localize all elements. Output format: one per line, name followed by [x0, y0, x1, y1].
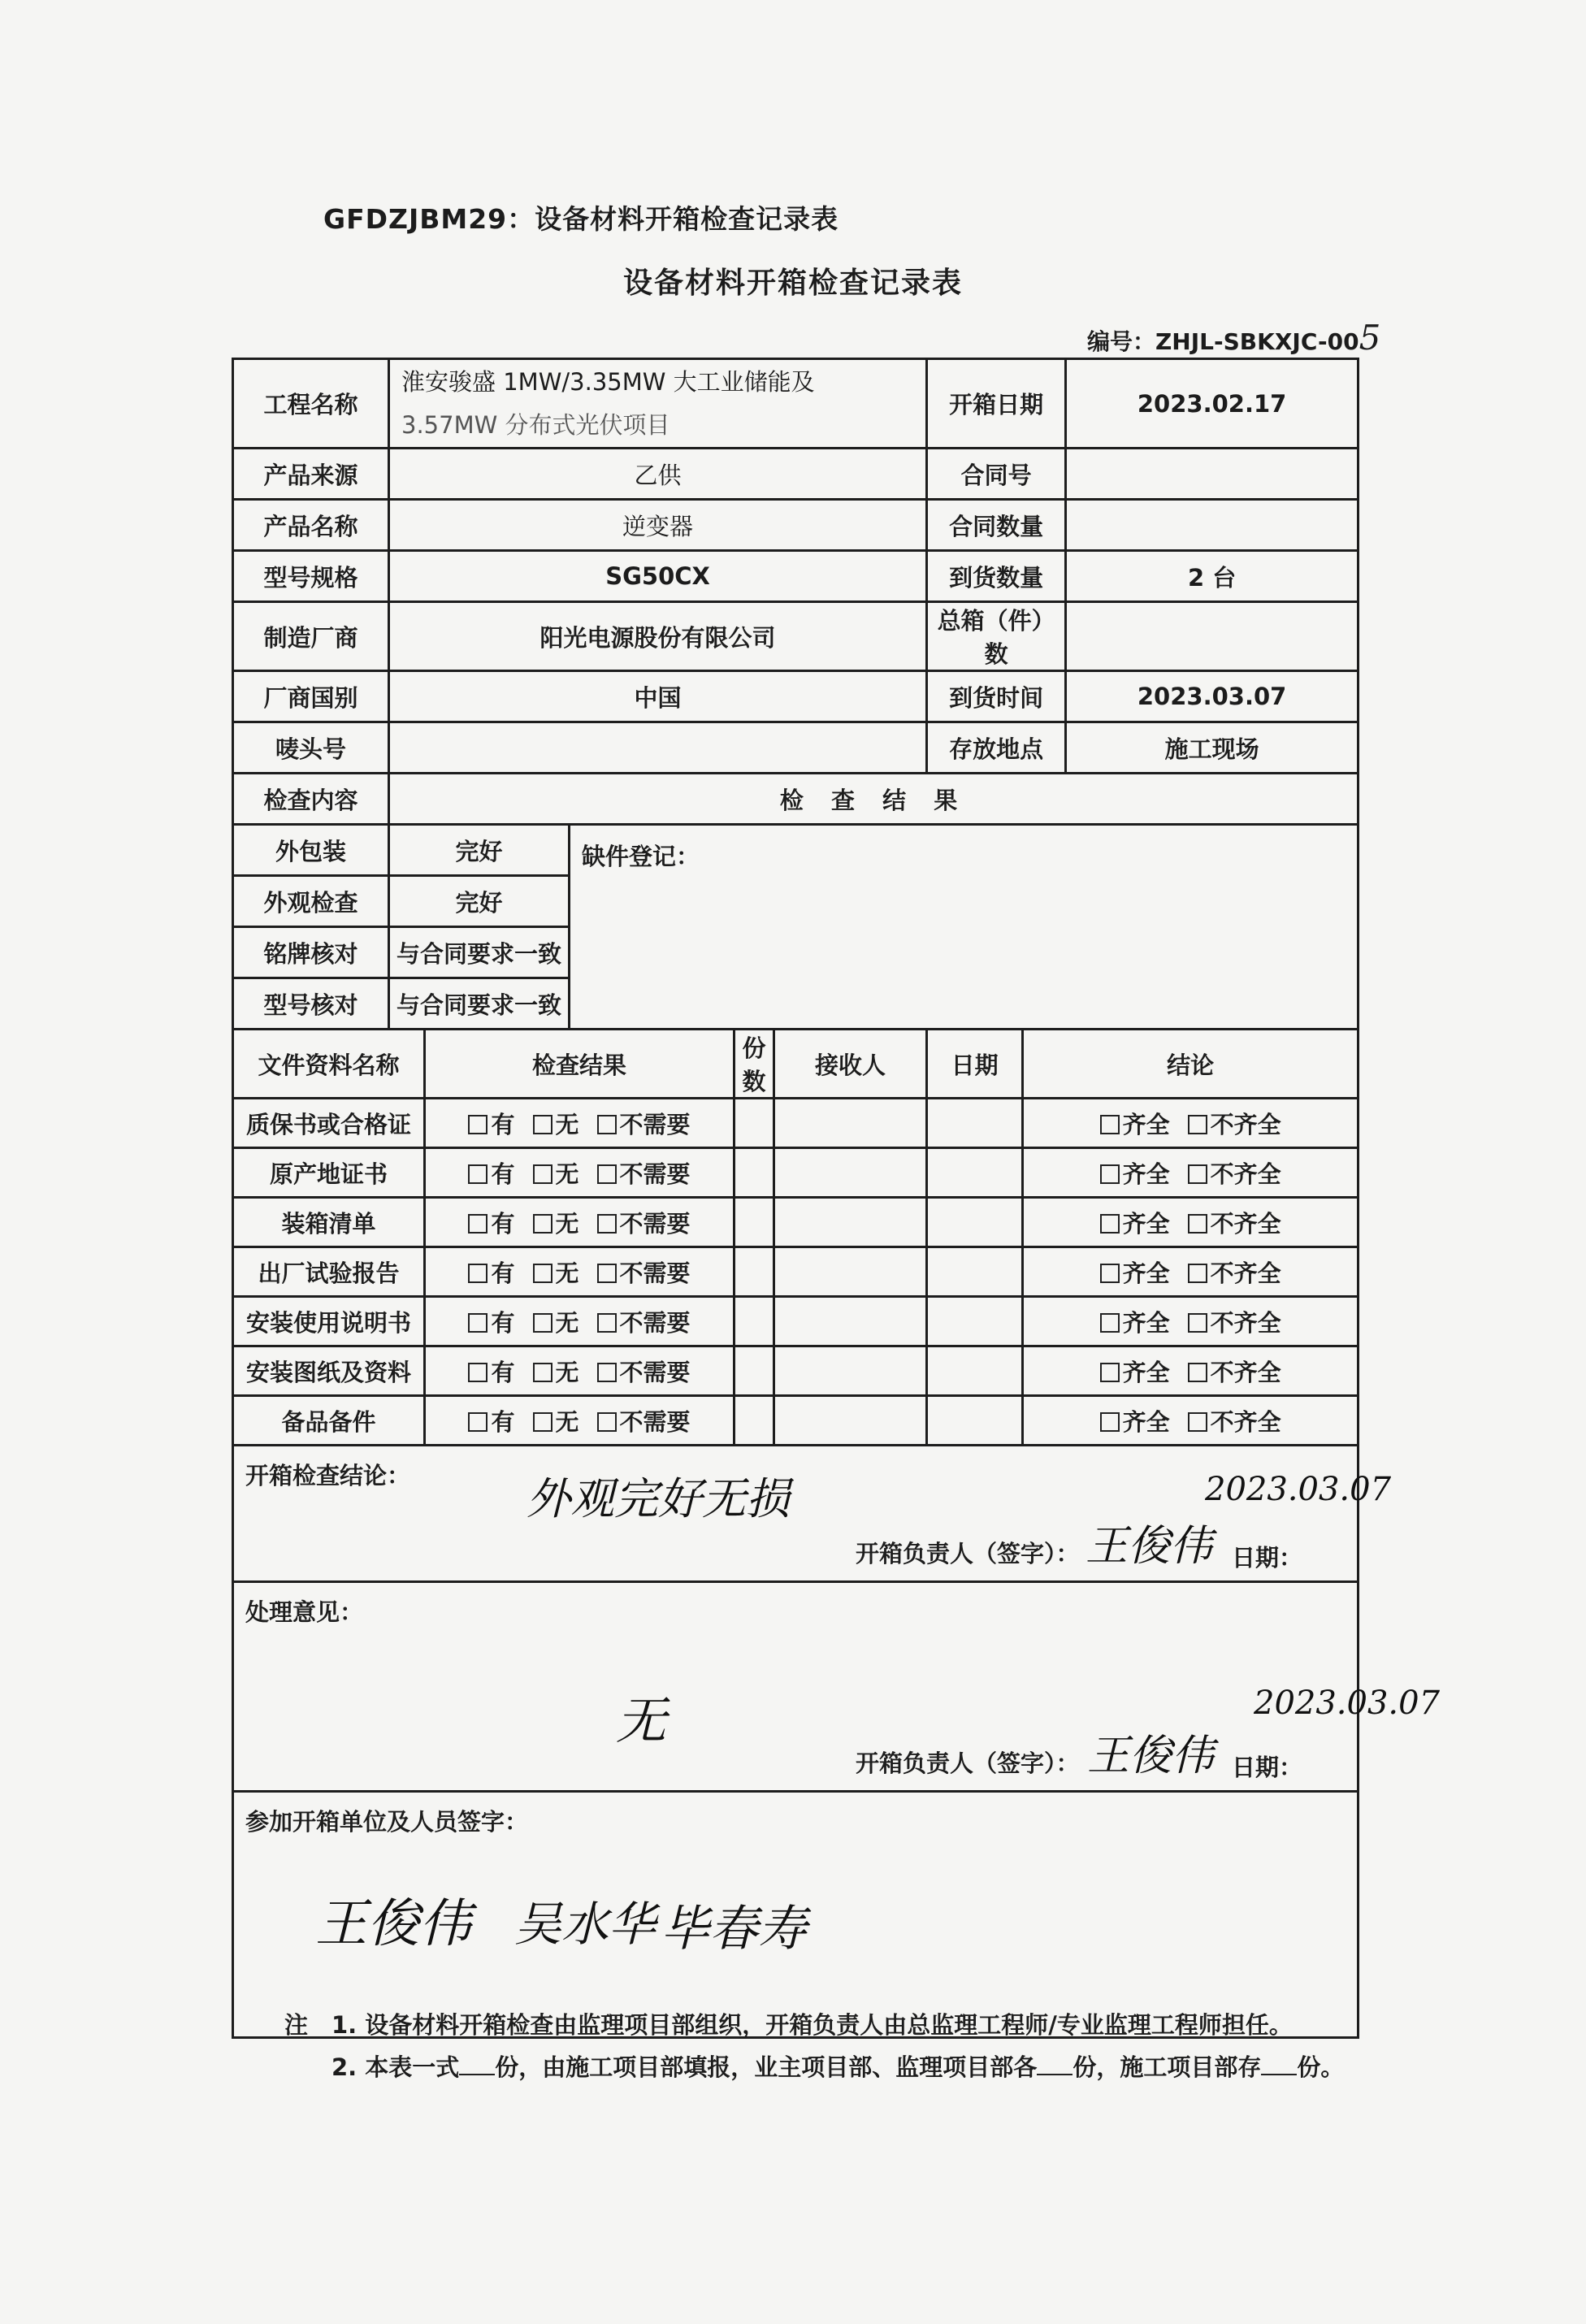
checkbox-has[interactable]: 有: [468, 1156, 514, 1190]
doc-row-conclusion-options: [1023, 1247, 1358, 1297]
open-date-label: 开箱日期: [927, 359, 1066, 449]
checkbox-complete[interactable]: 齐全: [1100, 1404, 1170, 1437]
footnote-2-part-a: 2. 本表一式: [332, 2053, 460, 2081]
conclusion-label: 开箱检查结论：: [245, 1462, 411, 1489]
footnote-1: [284, 2004, 1344, 2046]
doc-row-date[interactable]: [927, 1148, 1023, 1198]
opinion-signature: 王俊伟: [1087, 1732, 1215, 1780]
doc-row-copies[interactable]: [734, 1396, 774, 1446]
opinion-label: 处理意见：: [245, 1598, 364, 1626]
doc-col-header-name: 文件资料名称: [233, 1030, 425, 1099]
blank-copies-total[interactable]: [459, 2074, 495, 2075]
doc-row-name: 原产地证书: [233, 1148, 425, 1198]
model-value: SG50CX: [389, 551, 927, 602]
project-name-label: 工程名称: [233, 359, 389, 449]
doc-row-receiver[interactable]: [774, 1346, 927, 1396]
checkbox-not-needed[interactable]: 不需要: [597, 1156, 691, 1190]
mark-label: 唛头号: [233, 722, 389, 774]
doc-row-receiver[interactable]: [774, 1099, 927, 1148]
checkbox-complete[interactable]: 齐全: [1100, 1305, 1170, 1338]
doc-row-conclusion-options: [1023, 1346, 1358, 1396]
doc-row-conclusion-options: [1023, 1099, 1358, 1148]
doc-row-date[interactable]: [927, 1346, 1023, 1396]
checkbox-incomplete[interactable]: 不齐全: [1188, 1404, 1281, 1437]
doc-row: [233, 1099, 1358, 1148]
inspection-item-label: 铭牌核对: [233, 927, 389, 978]
country-value: 中国: [389, 671, 927, 722]
checkbox-incomplete[interactable]: 不齐全: [1188, 1156, 1281, 1190]
doc-row-conclusion-options: [1023, 1396, 1358, 1446]
checkbox-none[interactable]: 无: [533, 1107, 579, 1140]
arrival-qty-label: 到货数量: [927, 551, 1066, 602]
inspection-form-table: [232, 358, 1441, 2039]
doc-row-name: 安装图纸及资料: [233, 1346, 425, 1396]
form-number-label: 编号：ZHJL-SBKXJC-00: [1087, 328, 1359, 355]
checkbox-none[interactable]: 无: [533, 1206, 579, 1239]
doc-row-check-options: [425, 1396, 734, 1446]
doc-row-conclusion-options: [1023, 1297, 1358, 1346]
doc-row-check-options: [425, 1346, 734, 1396]
footnotes: [284, 2004, 1344, 2088]
checkbox-has[interactable]: 有: [468, 1107, 514, 1140]
doc-row-date[interactable]: [927, 1297, 1023, 1346]
doc-row-date[interactable]: [927, 1099, 1023, 1148]
project-name-line2: 3.57MW 分布式光伏项目: [401, 410, 670, 439]
doc-row-receiver[interactable]: [774, 1247, 927, 1297]
inspection-item-value: 与合同要求一致: [389, 927, 570, 978]
checkbox-has[interactable]: 有: [468, 1355, 514, 1388]
doc-row-check-options: [425, 1247, 734, 1297]
project-name-line1: 淮安骏盛 1MW/3.35MW 大工业储能及: [401, 367, 815, 396]
doc-row-name: 备品备件: [233, 1396, 425, 1446]
checkbox-complete[interactable]: 齐全: [1100, 1255, 1170, 1289]
contract-qty-value: [1066, 500, 1358, 551]
checkbox-has[interactable]: 有: [468, 1255, 514, 1289]
opinion-date-handwritten: 2023.03.07: [1254, 1684, 1441, 1722]
footnote-1-text: 1. 设备材料开箱检查由监理项目部组织，开箱负责人由总监理工程师/专业监理工程师担任。: [332, 2011, 1293, 2039]
checkbox-incomplete[interactable]: 不齐全: [1188, 1305, 1281, 1338]
form-number: [1087, 318, 1380, 358]
participant-signature: 吴水华: [514, 1897, 656, 1952]
open-date-value: 2023.02.17: [1066, 359, 1358, 449]
doc-row-date[interactable]: [927, 1198, 1023, 1247]
checkbox-complete[interactable]: 齐全: [1100, 1156, 1170, 1190]
doc-col-header-result: 检查结果: [425, 1030, 734, 1099]
participant-signature: 毕春寿: [661, 1901, 807, 1958]
doc-row: [233, 1198, 1358, 1247]
footnote-2: [284, 2046, 1344, 2088]
blank-copies-kept[interactable]: [1261, 2074, 1297, 2075]
doc-row-copies[interactable]: [734, 1247, 774, 1297]
product-label: 产品名称: [233, 500, 389, 551]
checkbox-not-needed[interactable]: 不需要: [597, 1355, 691, 1388]
mark-value: [389, 722, 927, 774]
product-value: 逆变器: [389, 500, 927, 551]
opinion-handwriting: 无: [616, 1691, 667, 1750]
doc-row-receiver[interactable]: [774, 1198, 927, 1247]
doc-row: [233, 1148, 1358, 1198]
inspection-item-value: 完好: [389, 876, 570, 927]
checkbox-none[interactable]: 无: [533, 1156, 579, 1190]
storage-label: 存放地点: [927, 722, 1066, 774]
arrival-qty-value: 2 台: [1066, 551, 1358, 602]
footnote-2-part-c: 份，施工项目部存: [1072, 2053, 1262, 2081]
doc-row-copies[interactable]: [734, 1099, 774, 1148]
conclusion-date-label: 日期：: [1232, 1544, 1303, 1572]
doc-row-check-options: [425, 1099, 734, 1148]
arrival-time-value: 2023.03.07: [1066, 671, 1358, 722]
arrival-time-label: 到货时间: [927, 671, 1066, 722]
project-name-value: [389, 359, 927, 449]
doc-col-header-date: 日期: [927, 1030, 1023, 1099]
conclusion-signer-label: 开箱负责人（签字）：: [856, 1540, 1080, 1567]
checkbox-incomplete[interactable]: 不齐全: [1188, 1107, 1281, 1140]
checkbox-not-needed[interactable]: 不需要: [597, 1206, 691, 1239]
inspection-item-value: 完好: [389, 825, 570, 876]
form-title: 设备材料开箱检查记录表: [622, 267, 963, 300]
checkbox-not-needed[interactable]: 不需要: [597, 1404, 691, 1437]
inspection-content-label: 检查内容: [233, 774, 389, 825]
participants-label: 参加开箱单位及人员签字：: [245, 1808, 529, 1836]
doc-col-header-receiver: 接收人: [774, 1030, 927, 1099]
defect-register-field[interactable]: 缺件登记：: [570, 825, 1358, 1030]
contract-no-label: 合同号: [927, 449, 1066, 500]
doc-row-name: 出厂试验报告: [233, 1247, 425, 1297]
doc-row-date[interactable]: [927, 1247, 1023, 1297]
footnote-2-part-b: 份，由施工项目部填报，业主项目部、监理项目部各: [495, 2053, 1038, 2081]
opinion-signer-label: 开箱负责人（签字）：: [856, 1750, 1080, 1777]
doc-row-date[interactable]: [927, 1396, 1023, 1446]
doc-row: [233, 1396, 1358, 1446]
inspection-item-label: 型号核对: [233, 978, 389, 1030]
doc-row: [233, 1346, 1358, 1396]
doc-row-check-options: [425, 1148, 734, 1198]
checkbox-incomplete[interactable]: 不齐全: [1188, 1255, 1281, 1289]
inspection-result-header: 检 查 结 果: [389, 774, 1358, 825]
footnote-2-part-d: 份。: [1297, 2053, 1345, 2081]
doc-row: [233, 1297, 1358, 1346]
inspection-item-value: 与合同要求一致: [389, 978, 570, 1030]
form-code-title: GFDZJBM29：设备材料开箱检查记录表: [323, 203, 839, 235]
doc-row: [233, 1247, 1358, 1297]
doc-row-receiver[interactable]: [774, 1148, 927, 1198]
doc-col-header-copies: 份数: [734, 1030, 774, 1099]
doc-row-check-options: [425, 1297, 734, 1346]
storage-value: 施工现场: [1066, 722, 1358, 774]
total-pieces-label: 总箱（件）数: [927, 602, 1066, 671]
total-pieces-value: [1066, 602, 1358, 671]
checkbox-incomplete[interactable]: 不齐全: [1188, 1206, 1281, 1239]
checkbox-none[interactable]: 无: [533, 1305, 579, 1338]
contract-no-value: [1066, 449, 1358, 500]
doc-row-conclusion-options: [1023, 1148, 1358, 1198]
source-value: 乙供: [389, 449, 927, 500]
doc-row-copies[interactable]: [734, 1297, 774, 1346]
checkbox-complete[interactable]: 齐全: [1100, 1206, 1170, 1239]
inspection-item-label: 外包装: [233, 825, 389, 876]
conclusion-date-handwritten: 2023.03.07: [1205, 1471, 1392, 1508]
doc-row-copies[interactable]: [734, 1198, 774, 1247]
checkbox-complete[interactable]: 齐全: [1100, 1107, 1170, 1140]
checkbox-none[interactable]: 无: [533, 1355, 579, 1388]
doc-row-check-options: [425, 1198, 734, 1247]
checkbox-not-needed[interactable]: 不需要: [597, 1107, 691, 1140]
doc-row-name: 质保书或合格证: [233, 1099, 425, 1148]
form-number-handwritten: 5: [1358, 318, 1381, 358]
checkbox-none[interactable]: 无: [533, 1255, 579, 1289]
footnote-prefix: 注: [284, 2011, 309, 2039]
model-label: 型号规格: [233, 551, 389, 602]
participants-section: [233, 1792, 1358, 2038]
conclusion-handwriting: 外观完好无损: [526, 1473, 790, 1524]
conclusion-section: [233, 1446, 1392, 1582]
opinion-section: [233, 1582, 1441, 1792]
checkbox-none[interactable]: 无: [533, 1404, 579, 1437]
inspection-item-label: 外观检查: [233, 876, 389, 927]
doc-row-name: 装箱清单: [233, 1198, 425, 1247]
doc-col-header-conclusion: 结论: [1023, 1030, 1358, 1099]
source-label: 产品来源: [233, 449, 389, 500]
doc-row-conclusion-options: [1023, 1198, 1358, 1247]
doc-row-copies[interactable]: [734, 1346, 774, 1396]
doc-row-receiver[interactable]: [774, 1396, 927, 1446]
checkbox-has[interactable]: 有: [468, 1305, 514, 1338]
maker-value: 阳光电源股份有限公司: [389, 602, 927, 671]
doc-row-receiver[interactable]: [774, 1297, 927, 1346]
conclusion-signature: 王俊伟: [1086, 1522, 1213, 1571]
contract-qty-label: 合同数量: [927, 500, 1066, 551]
country-label: 厂商国别: [233, 671, 389, 722]
doc-row-name: 安装使用说明书: [233, 1297, 425, 1346]
checkbox-incomplete[interactable]: 不齐全: [1188, 1355, 1281, 1388]
checkbox-complete[interactable]: 齐全: [1100, 1355, 1170, 1388]
checkbox-has[interactable]: 有: [468, 1206, 514, 1239]
checkbox-not-needed[interactable]: 不需要: [597, 1305, 691, 1338]
checkbox-has[interactable]: 有: [468, 1404, 514, 1437]
checkbox-not-needed[interactable]: 不需要: [597, 1255, 691, 1289]
opinion-date-label: 日期：: [1232, 1754, 1303, 1781]
doc-row-copies[interactable]: [734, 1148, 774, 1198]
maker-label: 制造厂商: [233, 602, 389, 671]
blank-copies-each[interactable]: [1037, 2074, 1072, 2075]
participant-signature: 王俊伟: [315, 1894, 471, 1954]
